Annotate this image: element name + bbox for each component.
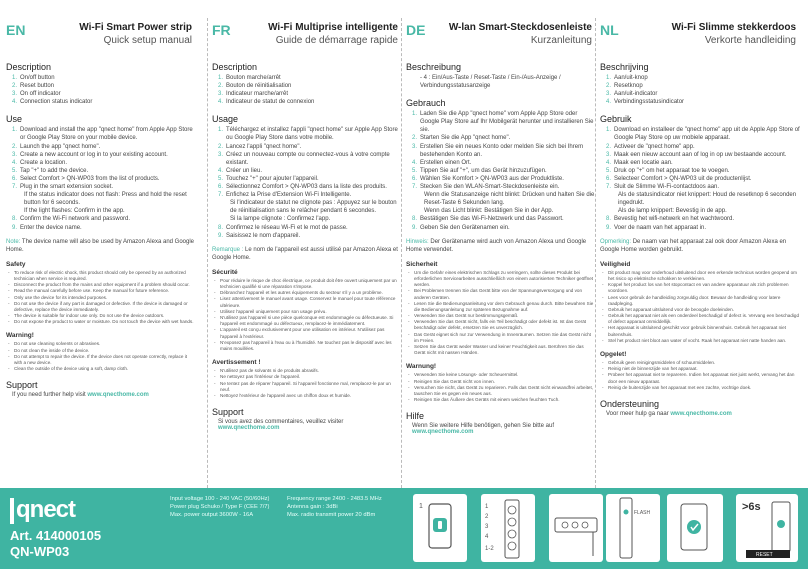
warning-list xyxy=(406,372,596,403)
list-item: 8. Bevestig het wifi-netwerk en het wachtwoord. xyxy=(606,216,735,223)
usage-list xyxy=(212,126,402,239)
list-item: - N'utilisez pas l'appareil si une pièce quelconque est endommagée ou défectueuse. Si l'appareil est endommagé ou défectueux, remplacez-le immédiatement. xyxy=(212,315,402,327)
list-item: Wenn das Licht blinkt: Bestätigen Sie in der App. xyxy=(424,208,554,215)
step-power-strip-diagram xyxy=(481,494,535,562)
list-item: Si l'indicateur de statut ne clignote pas : Appuyez sur le bouton de réinitialisation sans le relâcher pendant 6 secondes. xyxy=(230,200,397,215)
column-subtitle: Kurzanleitung xyxy=(530,35,592,46)
safety-list xyxy=(212,278,402,352)
list-item: 2. Bouton de réinitialisation xyxy=(218,83,292,90)
list-item: 7. Enfichez la Prise d'Extension Wi-Fi Intelligente. xyxy=(218,192,352,199)
safety-list xyxy=(406,270,596,357)
list-item: 9. Saisissez le nom d'appareil. xyxy=(218,232,301,239)
list-item: 7. Stecken Sie den WLAN-Smart-Steckdosenleiste ein. xyxy=(412,184,560,191)
note: Note: The device name will also be used by Amazon Alexa and Google Home. xyxy=(6,238,195,253)
list-item: 3. Aan/uit-indicator xyxy=(606,91,658,98)
usage-heading: Use xyxy=(6,114,23,125)
panel-callout: 1 xyxy=(485,504,489,510)
list-item: 4. Indicateur de statut de connexion xyxy=(218,99,315,106)
panel-callout: 2 xyxy=(485,514,489,520)
column-title: W-lan Smart-Steckdosenleiste xyxy=(448,22,592,33)
list-item: 7. Plug in the smart extension socket. xyxy=(12,184,114,191)
list-item: 1. On/off button xyxy=(12,75,55,81)
list-item: - Dit product mag voor onderhoud uitsluitend door een erkende technicus worden geopend om het risico op elektrische schokken te verkleinen. xyxy=(600,270,800,282)
list-item: 6. Selecteer Comfort > QN-WP03 uit de productenlijst. xyxy=(606,175,752,182)
list-item: - Do not attempt to repair the device. If the device does not operate correctly, replace it with a new device. xyxy=(6,354,196,366)
list-item: 8. Bestätigen Sie das Wi-Fi-Netzwerk und das Passwort. xyxy=(412,216,564,223)
step-flash-indicator xyxy=(606,494,660,562)
specs-radio xyxy=(287,496,382,519)
list-item: - L'appareil est conçu exclusivement pour une utilisation en intérieur. N'utilisez pas l'appareil à l'extérieur. xyxy=(212,327,402,339)
list-item: 3. Créez un nouveau compte ou connectez-vous à votre compte existant. xyxy=(218,151,390,166)
list-item: 8. Confirm the Wi-Fi network and password. xyxy=(12,216,131,223)
warning-list xyxy=(600,360,800,391)
spec-line: Antenna gain : 3dBi xyxy=(287,503,338,510)
list-item: 2. Activeer de "qnect home" app. xyxy=(606,143,695,150)
list-item: - Débranchez l'appareil et les autres équipements du secteur s'il y a un problème. xyxy=(212,290,402,296)
description-list xyxy=(212,74,402,106)
list-item: - Utilisez l'appareil uniquement pour son usage prévu. xyxy=(212,309,402,315)
list-item: - Das Gerät eignet sich nur zur Verwendung in Innenräumen. Setzen Sie das Gerät nicht im Freien. xyxy=(406,332,596,344)
support-link[interactable]: www.qnecthome.com xyxy=(412,429,474,436)
list-item: If the status indicator does not flash: Press and hold the reset button for 6 seconds. xyxy=(24,192,187,207)
support-text: Si vous avez des commentaires, veuillez visiter www.qnecthome.com xyxy=(218,419,344,432)
list-item: - The device is suitable for indoor use only. Do not use the device outdoors. xyxy=(6,313,196,319)
list-item: - Reinig niet de binnenzijde van het apparaat. xyxy=(600,366,800,372)
support-link[interactable]: www.qnecthome.com xyxy=(218,425,280,432)
warning-heading: Warnung! xyxy=(406,363,437,371)
column-subtitle: Verkorte handleiding xyxy=(704,35,796,46)
list-item: 4. Maak een locatie aan. xyxy=(606,159,673,166)
support-link[interactable]: www.qnecthome.com xyxy=(670,410,732,417)
list-item: 4. Créer un lieu. xyxy=(218,167,263,174)
description-heading: Beschrijving xyxy=(600,62,649,72)
list-item: Si la lampe clignote : Confirmez l'app. xyxy=(230,216,331,223)
column-title: Wi-Fi Multiprise intelligente xyxy=(268,22,398,33)
step-plug-in-diagram xyxy=(549,494,603,562)
usage-heading: Gebrauch xyxy=(406,98,446,109)
list-item: - Bei Problemen trennen Sie das Gerät bitte von der Spannungsversorgung und von anderen Geräten. xyxy=(406,288,596,300)
list-item: 3. On off indicator xyxy=(12,91,61,98)
list-item: - Koppel het product los van het stopcontact en van andere apparatuur als zich problemen voordoen. xyxy=(600,282,800,294)
description-list xyxy=(6,74,196,106)
warning-list xyxy=(6,341,196,372)
list-item: - Nettoyez l'extérieur de l'appareil avec un chiffon doux et humide. xyxy=(212,393,402,399)
list-item: 1. Aan/uit-knop xyxy=(606,75,648,81)
list-item: 6. Sélectionnez Comfort > QN-WP03 dans la liste des produits. xyxy=(218,184,387,191)
list-item: - Lisez attentivement le manuel avant usage. Conservez le manuel pour toute référence ultérieure. xyxy=(212,296,402,308)
step-reset-hold xyxy=(736,494,798,562)
list-item: - Ne nettoyez pas l'intérieur de l'appareil. xyxy=(212,374,402,380)
list-item: 8. Confirmez le réseau Wi-Fi et le mot de passe. xyxy=(218,224,348,231)
spec-line: Max. radio transmit power 20 dBm xyxy=(287,511,376,518)
list-item: 5. Tap "+" to add the device. xyxy=(12,167,89,174)
list-item: 1. Bouton marche/arrêt xyxy=(218,75,281,81)
list-item: 3. Erstellen Sie ein neues Konto oder melden Sie sich bei Ihrem bestehenden Konto an. xyxy=(412,143,584,158)
column-title: Wi-Fi Slimme stekkerdoos xyxy=(671,22,796,33)
safety-heading: Safety xyxy=(6,260,26,268)
usage-list xyxy=(406,110,596,231)
warning-heading: Opgelet! xyxy=(600,351,627,359)
language-code: DE xyxy=(406,22,426,38)
list-item: 2. Starten Sie die App "qnect home". xyxy=(412,135,511,142)
list-item: 9. Enter the device name. xyxy=(12,224,82,231)
list-item: - Ne tentez pas de réparer l'appareil. Si l'appareil fonctionne mal, remplacez-le par un neuf. xyxy=(212,381,402,393)
step-hand-press xyxy=(667,494,723,562)
list-item: - Probeer het apparaat niet te repareren. Indien het apparaat niet juist werkt, vervang het dan door een nieuw apparaat. xyxy=(600,372,800,384)
usage-heading: Gebruik xyxy=(600,114,632,125)
list-item: - Reinig de buitenzijde van het apparaat met een zachte, vochtige doek. xyxy=(600,385,800,391)
language-code: FR xyxy=(212,22,231,38)
list-item: - Do not clean the inside of the device. xyxy=(6,348,196,354)
list-item: 7. Sluit de Slimme Wi-Fi-contactdoos aan. xyxy=(606,184,720,191)
list-item: - Verwenden Sie keine Lösungs- oder Scheuermittel. xyxy=(406,372,596,378)
manual-column-nl xyxy=(600,18,800,488)
safety-list xyxy=(6,270,196,326)
list-item: 5. Druk op "+" om het apparaat toe te voegen. xyxy=(606,167,730,174)
column-title: Wi-Fi Smart Power strip xyxy=(79,22,192,33)
list-item: 5. Tippen Sie auf "+", um das Gerät hinzuzufügen. xyxy=(412,167,547,174)
list-item: - Reinigen Sie das Äußere des Geräts mit einem weichen feuchten Tuch. xyxy=(406,397,596,403)
list-item: - Um die Gefahr eines elektrischen Schlags zu verringern, sollte dieses Produkt bei erforderlichen Servicearbeiten ausschließlich von einem autorisierten Techniker geöffnet werden. xyxy=(406,270,596,289)
panel-callout: 3 xyxy=(485,524,489,530)
usage-list xyxy=(600,126,800,231)
list-item: 6. Select Comfort > QN-WP03 from the list of products. xyxy=(12,175,160,182)
description-list xyxy=(406,74,596,90)
list-item: - To reduce risk of electric shock, this product should only be opened by an authorized technician when service is required. xyxy=(6,270,196,282)
list-item: 1. Download en installeer de "qnect home" app uit de Apple App Store of Google Play Store op uw mobiele apparaat. xyxy=(606,127,800,142)
spec-line: Max. power output 3600W - 16A xyxy=(170,511,254,518)
list-item: - Pour réduire le risque de choc électrique, ce produit doit être ouvert uniquement par un technicien qualifié si une réparation s'impose. xyxy=(212,278,402,290)
description-heading: Beschreibung xyxy=(406,62,462,72)
list-item: 3. Create a new account or log in to your existing account. xyxy=(12,151,168,158)
note: Opmerking: De naam van het apparaat zal ook door Amazon Alexa en Google Home worden gebruikt. xyxy=(600,238,787,253)
safety-heading: Veiligheid xyxy=(600,260,631,268)
note: Remarque : Le nom de l'appareil est aussi utilisé par Amazon Alexa et Google Home. xyxy=(212,246,398,261)
list-item: If the light flashes: Confirm in the app. xyxy=(24,208,125,215)
list-item: 3. Indicateur marche/arrêt xyxy=(218,91,289,98)
safety-heading: Sicherheit xyxy=(406,260,438,268)
list-item: 9. Geben Sie den Gerätenamen ein. xyxy=(412,224,510,231)
list-item: - Clean the outside of the device using a soft, damp cloth. xyxy=(6,366,196,372)
usage-list xyxy=(6,126,196,231)
warning-list xyxy=(212,368,402,399)
reset-hold-time: >6s xyxy=(742,501,761,513)
list-item: 2. Lancez l'appli "qnect home". xyxy=(218,143,302,150)
column-subtitle: Quick setup manual xyxy=(103,35,192,46)
article-number xyxy=(10,528,101,561)
usage-heading: Usage xyxy=(212,114,239,125)
manual-column-de xyxy=(406,18,596,488)
list-item: 5. Touchez "+" pour ajouter l'appareil. xyxy=(218,175,319,182)
support-heading: Ondersteuning xyxy=(600,398,660,409)
list-item: Als de lamp knippert: Bevestig in de app. xyxy=(618,208,727,215)
flash-label: FLASH xyxy=(634,510,651,516)
list-item: 2. Launch the app "qnect home". xyxy=(12,143,101,150)
list-item: - N'utilisez pas de solvants ni de produits abrasifs. xyxy=(212,368,402,374)
support-heading: Hilfe xyxy=(406,411,425,422)
list-item: 4. Create a location. xyxy=(12,159,68,166)
list-item: - Read the manual carefully before use. Keep the manual for future reference. xyxy=(6,288,196,294)
manual-column-en xyxy=(6,18,196,488)
language-code: NL xyxy=(600,22,619,38)
list-item: - Do not use the device if any part is damaged or defective. If the device is damaged or defective, replace the device immediately. xyxy=(6,301,196,313)
column-header xyxy=(6,18,196,54)
list-item: - Het apparaat is uitsluitend geschikt voor gebruik binnenshuis. Gebruik het apparaat niet buitenshuis. xyxy=(600,325,800,337)
step-phone-app-icon xyxy=(413,494,467,562)
warning-heading: Avertissement ! xyxy=(212,359,261,367)
list-item: - Versuchen Sie nicht, das Gerät zu reparieren. Falls das Gerät nicht einwandfrei arbeitet, tauschen Sie es gegen ein neues aus. xyxy=(406,385,596,397)
list-item: - Lees voor gebruik de handleiding zorgvuldig door. Bewaar de handleiding voor latere raadpleging. xyxy=(600,295,800,307)
list-item: - Gebruik het apparaat uitsluitend voor de beoogde doeleinden. xyxy=(600,307,800,313)
language-code: EN xyxy=(6,22,26,38)
list-item: 4. Erstellen einen Ort. xyxy=(412,159,472,166)
list-item: - Lesen Sie die Bedienungsanleitung vor dem Gebrauch genau durch. Bitte bewahren Sie die Bedienungsanleitung zur späteren Bezugnahme auf. xyxy=(406,301,596,313)
list-item: - Gebruik het apparaat niet als een onderdeel beschadigd of defect is. Vervang een beschadigd of defect apparaat onmiddellijk. xyxy=(600,313,800,325)
support-heading: Support xyxy=(212,407,244,418)
list-item: - Setzen Sie das Gerät weder Wasser und keiner Feuchtigkeit aus. Berühren Sie das Gerät nicht mit nassen Händen. xyxy=(406,344,596,356)
list-item: 2. Resetknop xyxy=(606,83,643,90)
list-item: - Verwenden Sie das Gerät nicht, falls ein Teil beschädigt oder defekt ist. Ist das Gerät beschädigt oder defekt, ersetzen Sie es unverzüglich. xyxy=(406,319,596,331)
warning-heading: Warning! xyxy=(6,332,34,340)
list-item: 9. Voer de naam van het apparaat in. xyxy=(606,224,707,231)
description-heading: Description xyxy=(212,62,258,72)
column-header xyxy=(600,18,800,54)
support-text: If you need further help visit www.qnecthome.com xyxy=(12,392,149,399)
qnect-logo: qnect xyxy=(10,496,90,526)
list-item: 2. Reset button xyxy=(12,83,55,90)
list-item: - Do not use cleaning solvents or abrasives. xyxy=(6,341,196,347)
list-item: - Gebruik geen reinigingsmiddelen of schuurmiddelen. xyxy=(600,360,800,366)
list-item: - Stel het product niet bloot aan water of vocht. Raak het apparaat niet natte handen aan. xyxy=(600,338,800,344)
column-subtitle: Guide de démarrage rapide xyxy=(275,35,398,46)
list-item: 3. Maak een nieuw account aan of log in op uw bestaande account. xyxy=(606,151,787,158)
safety-heading: Sécurité xyxy=(212,268,238,276)
support-text: Wenn Sie weitere Hilfe benötigen, gehen Sie bitte auf www.qnecthome.com xyxy=(412,423,554,436)
spec-line: Frequency range 2400 - 2483.5 MHz xyxy=(287,496,382,502)
spec-line: Input voltage 100 - 240 VAC (50/60Hz) xyxy=(170,496,270,502)
list-item: 1. Download and install the app "qnect home" from Apple App Store or Google Play Store on your mobile device. xyxy=(12,127,193,142)
list-item: 6. Wählen Sie Komfort > QN-WP03 aus der Produktliste. xyxy=(412,175,564,182)
list-item: 4. Connection status indicator xyxy=(12,99,93,106)
description-list xyxy=(600,74,800,106)
list-item: - Do not expose the product to water or moisture. Do not touch the device with wet hands. xyxy=(6,319,196,325)
description-heading: Description xyxy=(6,62,52,72)
support-heading: Support xyxy=(6,380,38,391)
note: Hinweis: Der Gerätename wird auch von Amazon Alexa und Google Home verwendet. xyxy=(406,238,587,253)
spec-line: Power plug Schuko / Type F (CEE 7/7) xyxy=(170,503,270,510)
panel-callout: 4 xyxy=(485,534,489,540)
list-item: - Verwenden Sie das Gerät nur bestimmungsgemäß. xyxy=(406,313,596,319)
support-text: Voor meer hulp ga naar www.qnecthome.com xyxy=(606,410,732,417)
list-item: - Disconnect the product from the mains and other equipment if a problem should occur. xyxy=(6,282,196,288)
footer-band xyxy=(0,488,808,569)
art-number-text: Art. 414000105 xyxy=(10,528,102,543)
column-header xyxy=(406,18,596,54)
panel-step-label: 1 xyxy=(419,503,423,510)
list-item: Wenn die Statusanzeige nicht blinkt: Drücken und halten Sie die Reset-Taste 6 Sekunden lang. xyxy=(424,192,595,207)
panel-callout: 1-2 xyxy=(485,546,494,552)
list-item: - N'exposez pas l'appareil à l'eau ou à l'humidité. Ne touchez pas le dispositif avec les mains mouillées. xyxy=(212,340,402,352)
list-item: - Reinigen Sie das Gerät nicht von innen. xyxy=(406,379,596,385)
list-item: - Only use the device for its intended purposes. xyxy=(6,295,196,301)
manual-column-fr xyxy=(212,18,402,488)
safety-list xyxy=(600,270,800,344)
list-item: - 4 : Ein/Aus-Taste / Reset-Taste / Ein-/Aus-Anzeige / Verbindungsstatusanzeige xyxy=(420,75,561,90)
list-item: 1. Laden Sie die App "qnect home" vom Apple App Store oder Google Play Store auf Ihr Mobilgerät herunter und installieren Sie sie. xyxy=(412,111,594,134)
list-item: 4. Verbindingsstatusindicator xyxy=(606,99,685,106)
list-item: Als de statusindicator niet knippert: Houd de resetknop 6 seconden ingedrukt. xyxy=(618,192,797,207)
reset-label: RESET xyxy=(756,552,773,558)
model-number: QN-WP03 xyxy=(10,544,70,560)
specs-power xyxy=(170,496,269,519)
column-header xyxy=(212,18,402,54)
support-link[interactable]: www.qnecthome.com xyxy=(87,392,149,399)
list-item: 1. Téléchargez et installez l'appli "qnect home" sur Apple App Store ou Google Play Store dans votre mobile. xyxy=(218,127,398,142)
